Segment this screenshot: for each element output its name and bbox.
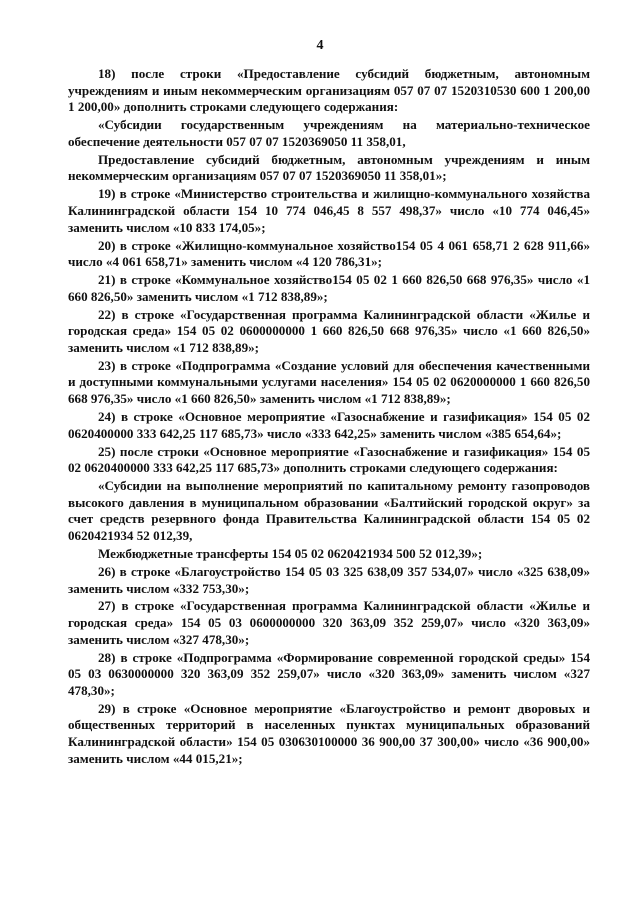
paragraph-insert-transfers: Межбюджетные трансферты 154 05 02 0620421934 500 52 012,39»;	[98, 545, 483, 561]
page-number: 4	[316, 38, 324, 53]
document-body	[68, 66, 594, 769]
paragraph-item-19: 19) в строке «Министерство строительства и жилищно-коммунального хозяйства Калининградской области 154 10 774 046,45 8 557 498,37» число «10 774 046,45» заменить числом «10 833 174,05»;	[68, 186, 594, 235]
paragraph-item-28: 28) в строке «Подпрограмма «Формирование современной городской среды» 154 05 03 0630000000 320 363,09 352 259,07» число «320 363,09» заменить числом «327 478,30»;	[68, 649, 594, 698]
paragraph-item-21: 21) в строке «Коммунальное хозяйство154 05 02 1 660 826,50 668 976,35» число «1 660 826,50» заменить числом «1 712 838,89»;	[68, 272, 594, 304]
paragraph-item-24: 24) в строке «Основное мероприятие «Газоснабжение и газификация» 154 05 02 0620400000 333 642,25 117 685,73» число «333 642,25» заменить числом «385 654,64»;	[68, 409, 594, 441]
paragraph-insert-subsidy: «Субсидии государственным учреждениям на материально-техническое обеспечение деятельности 057 07 07 1520369050 11 358,01,	[68, 117, 594, 149]
paragraph-item-22: 22) в строке «Государственная программа Калининградской области «Жилье и городская среда» 154 05 02 0600000000 1 660 826,50 668 976,35» число «1 660 826,50» заменить числом «1 712 838,89»;	[68, 306, 594, 355]
paragraph-insert-subsidy-provision: Предоставление субсидий бюджетным, автономным учреждениям и иным некоммерческим организациям 057 07 07 1520369050 11 358,01»;	[68, 151, 594, 184]
paragraph-item-29: 29) в строке «Основное мероприятие «Благоустройство и ремонт дворовых и общественных территорий в населенных пунктах муниципальных образований Калининградской области» 154 05 030630100000 36 900,00 37 300,00» число «36 900,00» заменить числом «44 015,21»;	[68, 700, 594, 766]
paragraph-item-23: 23) в строке «Подпрограмма «Создание условий для обеспечения качественными и доступными коммунальными услугами населения» 154 05 02 0620000000 1 660 826,50 668 976,35» число «1 660 826,50» заменить числом «1 712 838,89»;	[68, 357, 594, 407]
paragraph-item-25: 25) после строки «Основное мероприятие «Газоснабжение и газификация» 154 05 02 0620400000 333 642,25 117 685,73» дополнить строками следующего содержания:	[68, 443, 594, 476]
paragraph-item-27: 27) в строке «Государственная программа Калининградской области «Жилье и городская среда» 154 05 03 0600000000 320 363,09 352 259,07» число «320 363,09» заменить числом «327 478,30»;	[68, 598, 594, 647]
paragraph-item-26: 26) в строке «Благоустройство 154 05 03 325 638,09 357 534,07» число «325 638,09» заменить числом «332 753,30»;	[68, 563, 594, 596]
paragraph-insert-gas-subsidy: «Субсидии на выполнение мероприятий по капитальному ремонту газопроводов высокого давления в муниципальном образовании «Балтийский городской округ» за счет средств резервного фонда Правительства Калининградской области 154 05 02 0620421934 52 012,39,	[68, 478, 594, 543]
paragraph-item-18: 18) после строки «Предоставление субсидий бюджетным, автономным учреждениям и иным некоммерческим организациям 057 07 07 1520310530 600 1 200,00 1 200,00» дополнить строками следующего содержания:	[68, 66, 594, 115]
paragraph-item-20: 20) в строке «Жилищно-коммунальное хозяйство154 05 4 061 658,71 2 628 911,66» число «4 061 658,71» заменить числом «4 120 786,31»;	[68, 237, 594, 270]
